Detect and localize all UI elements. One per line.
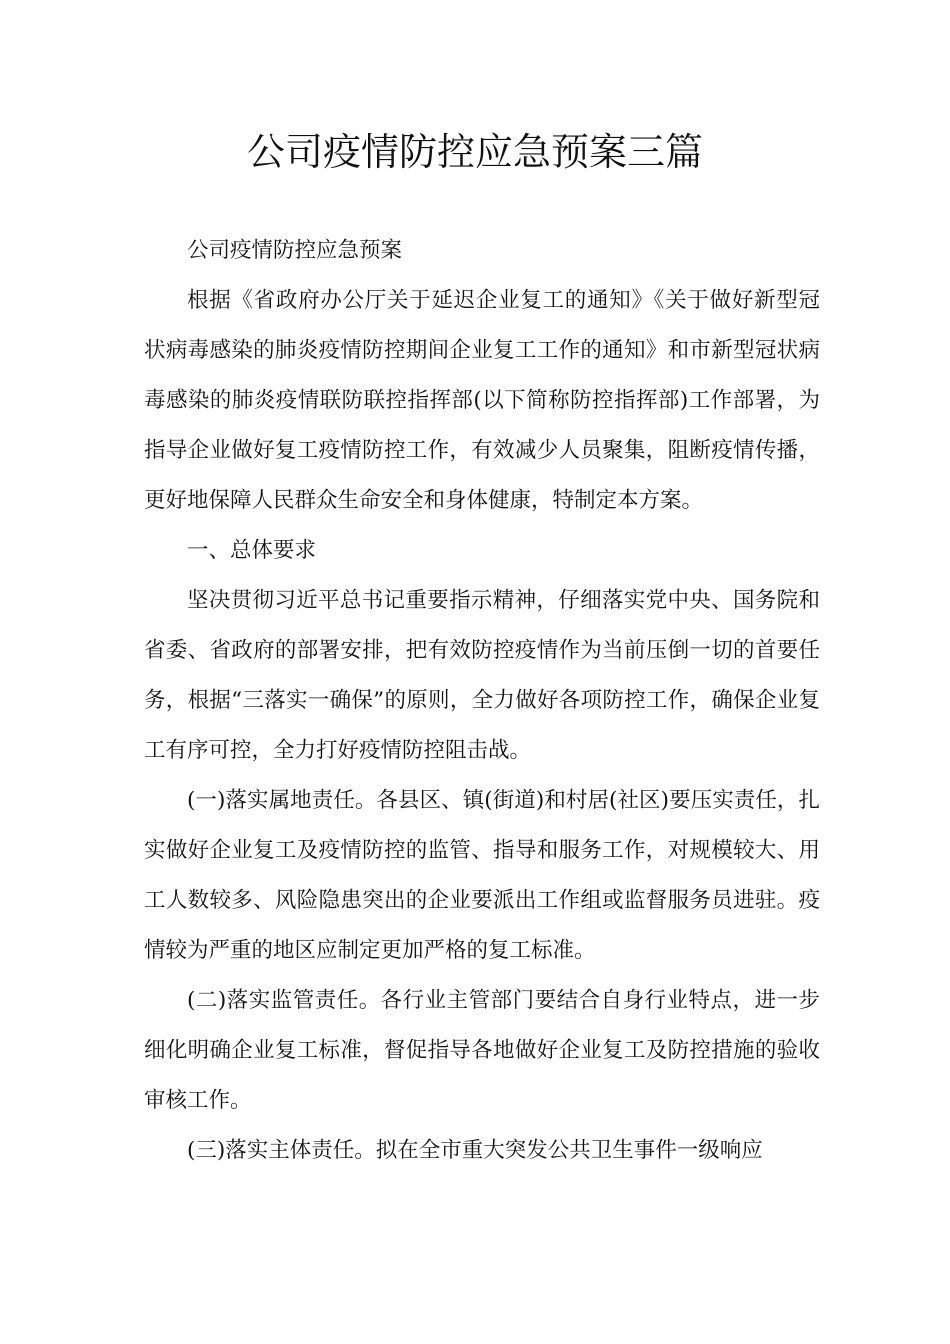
- section-subtitle: 公司疫情防控应急预案: [187, 238, 403, 263]
- item-paragraph-main-body: (三)落实主体责任。拟在全市重大突发公共卫生事件一级响应: [187, 1138, 763, 1163]
- item-paragraph-territorial: (一)落实属地责任。各县区、镇(街道)和村居(社区)要压实责任，扎实做好企业复工及疫情防控的监管、指导和服务工作，对规模较大、用工人数较多、风险隐患突出的企业要派出工作组或监督服务员进驻。疫情较为严重的地区应制定更加严格的复工标准。: [144, 788, 820, 963]
- general-requirements-paragraph: 坚决贯彻习近平总书记重要指示精神，仔细落实党中央、国务院和省委、省政府的部署安排，把有效防控疫情作为当前压倒一切的首要任务，根据“三落实一确保”的原则，全力做好各项防控工作，确保企业复工有序可控，全力打好疫情防控阻击战。: [144, 588, 820, 763]
- item-paragraph-supervision: (二)落实监管责任。各行业主管部门要结合自身行业特点，进一步细化明确企业复工标准，督促指导各地做好企业复工及防控措施的验收审核工作。: [144, 988, 820, 1113]
- intro-paragraph: 根据《省政府办公厅关于延迟企业复工的通知》《关于做好新型冠状病毒感染的肺炎疫情防控期间企业复工工作的通知》和市新型冠状病毒感染的肺炎疫情联防联控指挥部(以下简称防控指挥部)工作部署，为指导企业做好复工疫情防控工作，有效减少人员聚集，阻断疫情传播，更好地保障人民群众生命安全和身体健康，特制定本方案。: [144, 288, 820, 513]
- document-body: [144, 226, 820, 1176]
- section-heading: 一、总体要求: [187, 538, 317, 563]
- document-title: 公司疫情防控应急预案三篇: [246, 130, 703, 174]
